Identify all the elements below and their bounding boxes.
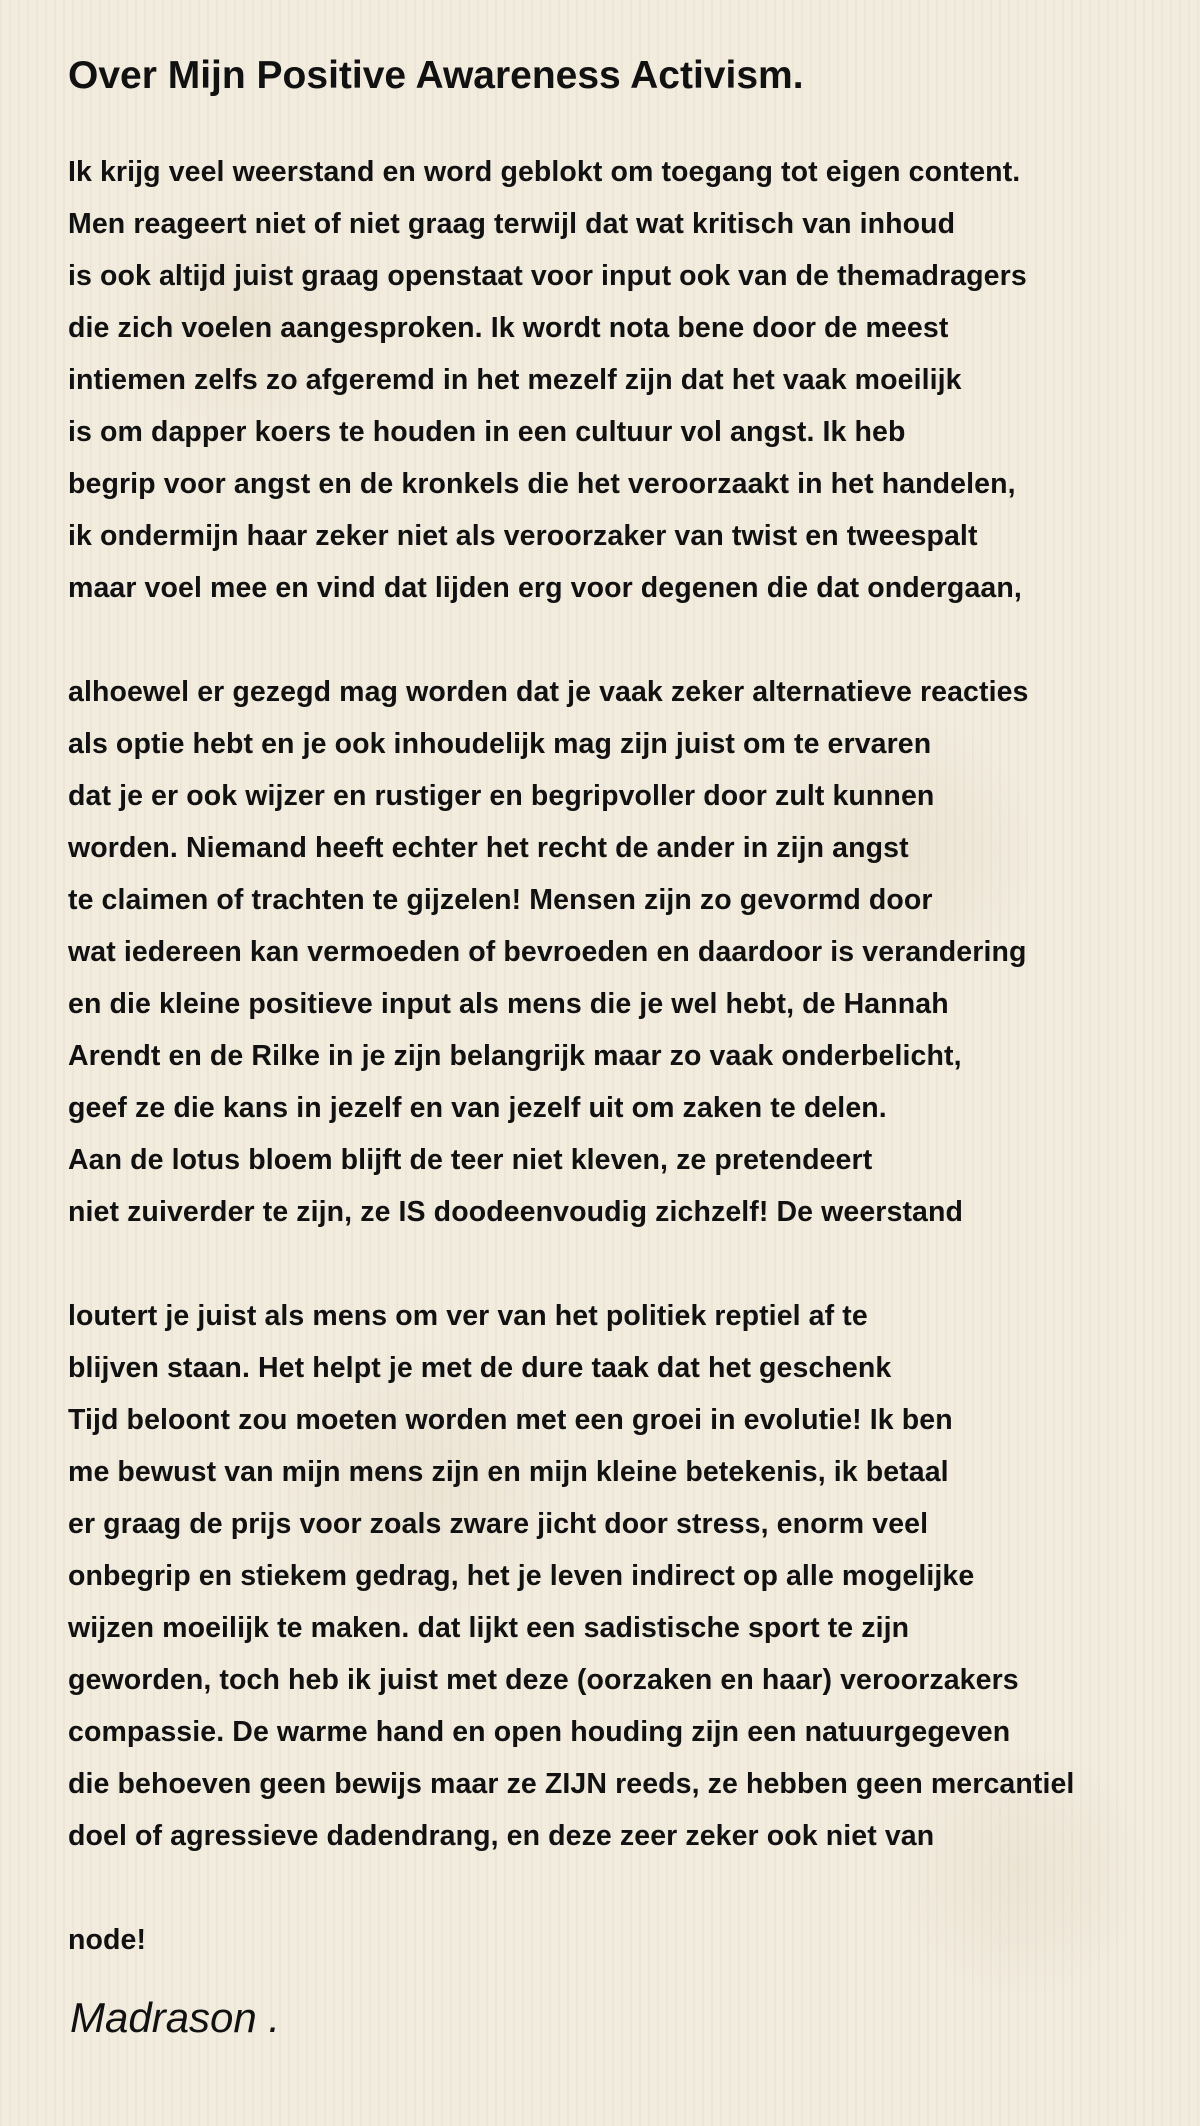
- poem-line: niet zuiverder te zijn, ze IS doodeenvoudig zichzelf! De weerstand: [68, 1196, 964, 1228]
- poem-line: onbegrip en stiekem gedrag, het je leven indirect op alle mogelijke: [68, 1560, 975, 1592]
- poem-line: intiemen zelfs zo afgeremd in het mezelf zijn dat het vaak moeilijk: [68, 364, 962, 396]
- poem-line: wat iedereen kan vermoeden of bevroeden en daardoor is verandering: [68, 936, 1027, 968]
- author-signature: Madrason .: [70, 1994, 281, 2041]
- poem-line: wijzen moeilijk te maken. dat lijkt een sadistische sport te zijn: [68, 1612, 910, 1644]
- poem-title: Over Mijn Positive Awareness Activism.: [68, 54, 804, 97]
- poem-line: dat je er ook wijzer en rustiger en begripvoller door zult kunnen: [68, 780, 935, 812]
- poem-line: me bewust van mijn mens zijn en mijn kleine betekenis, ik betaal: [68, 1456, 949, 1488]
- stanza-4: [68, 1914, 1200, 1966]
- poem-line: Tijd beloont zou moeten worden met een groei in evolutie! Ik ben: [68, 1404, 953, 1436]
- poem-line: Men reageert niet of niet graag terwijl dat wat kritisch van inhoud: [68, 208, 956, 240]
- poem-line: compassie. De warme hand en open houding zijn een natuurgegeven: [68, 1716, 1011, 1748]
- poem-line: alhoewel er gezegd mag worden dat je vaak zeker alternatieve reacties: [68, 676, 1029, 708]
- poem-line: Arendt en de Rilke in je zijn belangrijk maar zo vaak onderbelicht,: [68, 1040, 962, 1072]
- poem-line: te claimen of trachten te gijzelen! Mensen zijn zo gevormd door: [68, 884, 933, 916]
- poem-line: die behoeven geen bewijs maar ze ZIJN reeds, ze hebben geen mercantiel: [68, 1768, 1075, 1800]
- poem-line: en die kleine positieve input als mens die je wel hebt, de Hannah: [68, 988, 949, 1020]
- poem-line: als optie hebt en je ook inhoudelijk mag zijn juist om te ervaren: [68, 728, 932, 760]
- poem-line: maar voel mee en vind dat lijden erg voor degenen die dat ondergaan,: [68, 572, 1022, 604]
- poem-line: doel of agressieve dadendrang, en deze zeer zeker ook niet van: [68, 1820, 935, 1852]
- poem-line: worden. Niemand heeft echter het recht de ander in zijn angst: [68, 832, 909, 864]
- poem-line: geworden, toch heb ik juist met deze (oorzaken en haar) veroorzakers: [68, 1664, 1019, 1696]
- poem-line: blijven staan. Het helpt je met de dure taak dat het geschenk: [68, 1352, 892, 1384]
- poem-line: die zich voelen aangesproken. Ik wordt nota bene door de meest: [68, 312, 949, 344]
- poem-line: begrip voor angst en de kronkels die het veroorzaakt in het handelen,: [68, 468, 1016, 500]
- poem-line: is ook altijd juist graag openstaat voor input ook van de themadragers: [68, 260, 1027, 292]
- poem-page: [68, 48, 1200, 2046]
- poem-line: er graag de prijs voor zoals zware jicht door stress, enorm veel: [68, 1508, 929, 1540]
- poem-line: geef ze die kans in jezelf en van jezelf uit om zaken te delen.: [68, 1092, 887, 1124]
- poem-line: node!: [68, 1924, 147, 1956]
- stanza-2: [68, 666, 1200, 1238]
- stanza-3: [68, 1290, 1200, 1862]
- poem-line: Aan de lotus bloem blijft de teer niet kleven, ze pretendeert: [68, 1144, 873, 1176]
- stanza-1: [68, 146, 1200, 614]
- poem-line: ik ondermijn haar zeker niet als veroorzaker van twist en tweespalt: [68, 520, 978, 552]
- poem-line: is om dapper koers te houden in een cultuur vol angst. Ik heb: [68, 416, 906, 448]
- poem-line: Ik krijg veel weerstand en word geblokt om toegang tot eigen content.: [68, 156, 1021, 188]
- poem-line: loutert je juist als mens om ver van het politiek reptiel af te: [68, 1300, 868, 1332]
